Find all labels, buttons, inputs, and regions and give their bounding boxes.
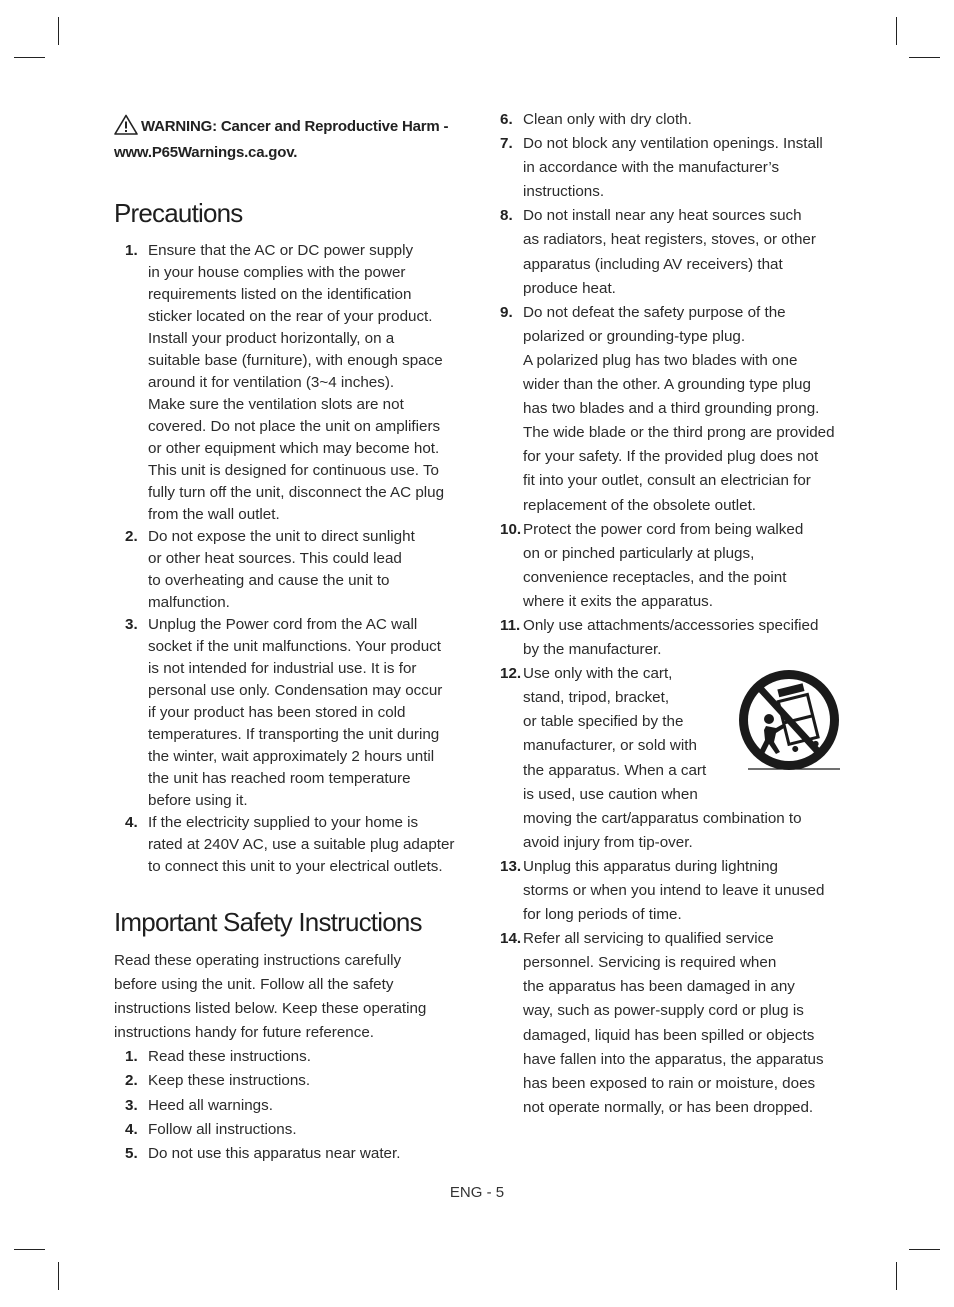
list-item — [114, 1118, 464, 1142]
precautions-heading: Precautions — [114, 198, 243, 228]
p65-warning — [114, 114, 464, 166]
item-number: 13. — [500, 857, 522, 875]
item-text: Ensure that the AC or DC power supply in your house complies with the power requirements listed on the identification sticker located on the rear of your product. Install your product horizontally, on a suitable base (furniture), with enough space around it for ventilation (3~4 inches). Make sure the ventilation slots are not covered. Do not place the unit on amplifiers or other equipment which may become hot. This unit is designed for continuous use. To fully turn off the unit, disconnect the AC plug from the wall outlet. — [148, 242, 445, 523]
warning-triangle-icon — [114, 118, 141, 135]
list-item — [114, 240, 464, 526]
item-text: Follow all instructions. — [148, 1120, 297, 1138]
item-number: 9. — [500, 303, 513, 321]
item-number: 8. — [500, 207, 513, 225]
precautions-list — [114, 240, 464, 878]
item-text: Do not defeat the safety purpose of the polarized or grounding-type plug. A polarized plug has two blades with one wider than the other. A grounding type plug has two blades and a third grounding prong. The wide blade or the third prong are provided for your safety. If the provided plug does not fit into your outlet, consult an electrician for replacement of the obsolete outlet. — [523, 303, 835, 514]
list-item — [114, 1045, 464, 1069]
crop-mark — [14, 57, 45, 58]
crop-mark — [58, 17, 59, 45]
safety-intro: Read these operating instructions carefully before using the unit. Follow all the safety instructions listed below. Keep these operating instructions handy for future reference. — [114, 952, 427, 1042]
crop-mark — [58, 1262, 59, 1290]
item-number: 14. — [500, 930, 522, 948]
item-text: Protect the power cord from being walked on or pinched particularly at plugs, convenience receptacles, and the point where it exits the apparatus. — [523, 520, 804, 610]
list-item — [114, 1094, 464, 1118]
list-item — [500, 204, 845, 300]
item-number: 2. — [125, 1072, 138, 1090]
item-text: Do not block any ventilation openings. Install in accordance with the manufacturer’s instructions. — [523, 135, 823, 201]
list-item — [114, 614, 464, 812]
safety-list-left — [114, 1045, 464, 1166]
item-text: Use only with the cart, stand, tripod, bracket, or table specified by the manufacturer, or sold with the apparatus. When a cart is used, use caution when moving the cart/apparatus combination to avoid injury from tip-over. — [523, 665, 802, 851]
list-item — [114, 812, 464, 878]
item-number: 3. — [125, 616, 138, 633]
list-item — [500, 132, 845, 204]
safety-heading: Important Safety Instructions — [114, 907, 422, 937]
page-number: ENG - 5 — [449, 1184, 505, 1201]
item-number: 7. — [500, 135, 513, 153]
crop-mark — [896, 1262, 897, 1290]
item-number: 2. — [125, 528, 138, 545]
warning-text-line2: www.P65Warnings.ca.gov. — [114, 144, 298, 161]
crop-mark — [909, 1249, 940, 1250]
item-text: Heed all warnings. — [148, 1096, 273, 1114]
safety-list-right — [500, 108, 845, 1120]
crop-mark — [14, 1249, 45, 1250]
item-number: 1. — [125, 242, 138, 259]
item-number: 6. — [500, 111, 513, 128]
item-number: 4. — [125, 814, 138, 831]
cart-tip-over-warning-icon — [736, 668, 844, 772]
list-item — [500, 108, 845, 132]
item-text: Refer all servicing to qualified service personnel. Servicing is required when the apparatus has been damaged in any way, such as power-supply cord or plug is damaged, liquid has been spilled or objects have fallen into the apparatus, the apparatus has been exposed to rain or moisture, does not operate normally, or has been dropped. — [523, 930, 824, 1116]
warning-text-line1: WARNING: Cancer and Reproductive Harm - — [141, 118, 449, 135]
item-number: 11. — [500, 616, 521, 634]
list-item — [500, 855, 845, 927]
crop-mark — [909, 57, 940, 58]
item-text: Do not use this apparatus near water. — [148, 1145, 401, 1163]
item-text: Keep these instructions. — [148, 1072, 311, 1090]
item-text: If the electricity supplied to your home is rated at 240V AC, use a suitable plug adapter to connect this unit to your electrical outlets. — [148, 814, 455, 875]
item-text: Do not install near any heat sources such as radiators, heat registers, stoves, or other apparatus (including AV receivers) that produce heat. — [523, 207, 816, 297]
list-item — [114, 1069, 464, 1093]
item-number: 1. — [125, 1048, 138, 1065]
list-item — [500, 518, 845, 614]
item-text: Unplug the Power cord from the AC wall socket if the unit malfunctions. Your product is not intended for industrial use. It is for personal use only. Condensation may occur if your product has been stored in cold temperatures. If transporting the unit during the winter, wait approximately 2 hours until the unit has reached room temperature before using it. — [148, 616, 443, 809]
list-item — [500, 301, 845, 518]
item-text: Clean only with dry cloth. — [523, 111, 692, 128]
item-text: Only use attachments/accessories specified by the manufacturer. — [523, 616, 819, 659]
item-number: 10. — [500, 520, 522, 538]
item-number: 5. — [125, 1145, 138, 1163]
list-item — [500, 614, 845, 662]
item-text: Read these instructions. — [148, 1048, 311, 1065]
item-number: 4. — [125, 1120, 138, 1138]
item-number: 3. — [125, 1096, 138, 1114]
list-item — [114, 526, 464, 614]
list-item — [500, 927, 845, 1120]
crop-mark — [896, 17, 897, 45]
list-item — [114, 1142, 464, 1166]
item-text: Unplug this apparatus during lightning storms or when you intend to leave it unused for long periods of time. — [523, 857, 825, 924]
item-number: 12. — [500, 665, 522, 683]
item-text: Do not expose the unit to direct sunlight or other heat sources. This could lead to overheating and cause the unit to malfunction. — [148, 528, 415, 611]
